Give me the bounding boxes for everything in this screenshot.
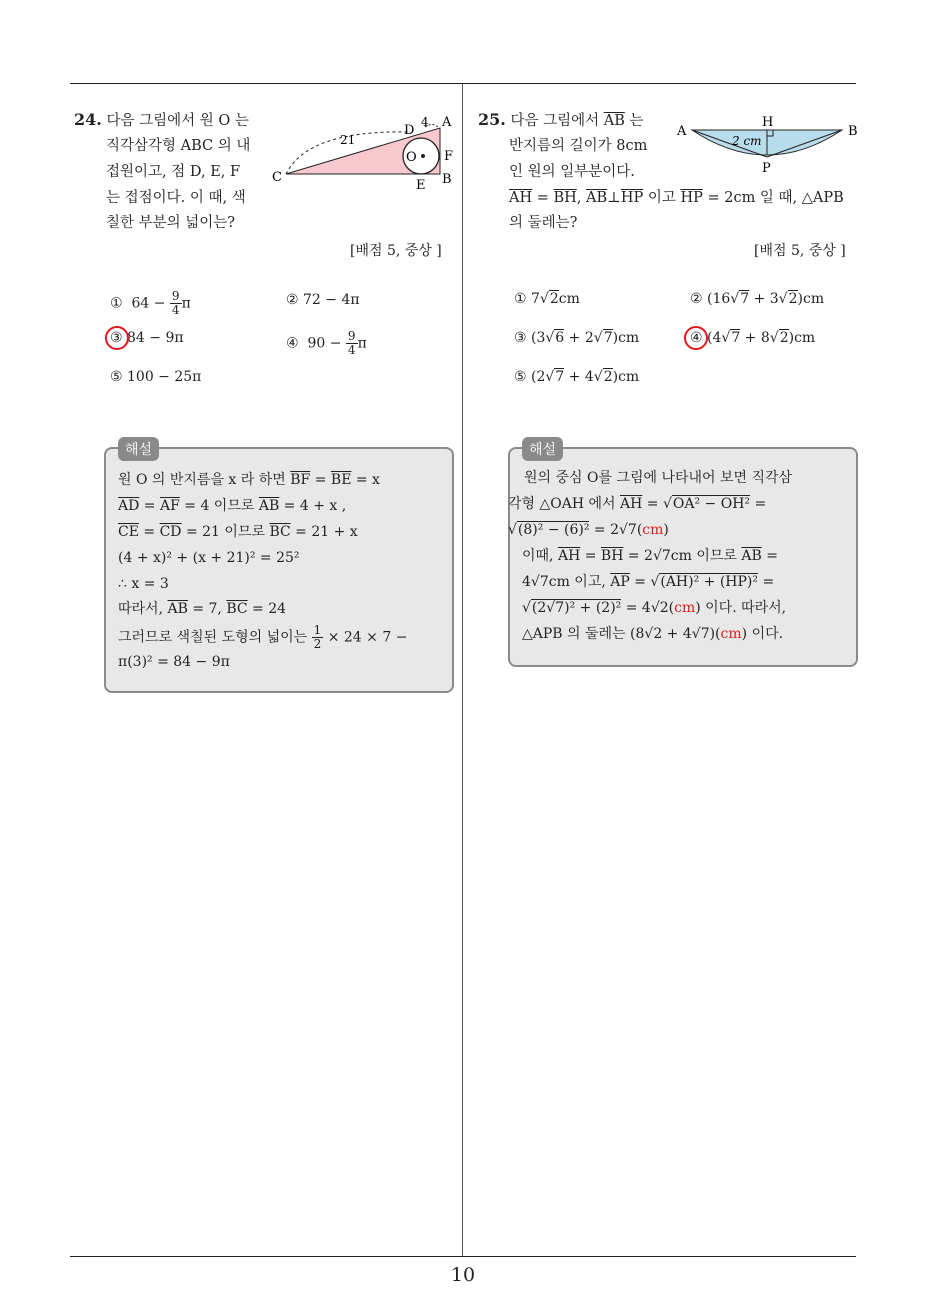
frac-1-2: $\frac{1}{2}$ [313,623,322,651]
q24-line-2: 직각삼각형 ABC 의 내 [106,138,251,154]
q24-sol-line-5: ∴ x = 3 [118,576,169,592]
column-divider [462,84,463,1256]
q25-sol-line-1: 원의 중심 O를 그림에 나타내어 보면 직각삼 [524,470,793,486]
q24-choice-3[interactable]: ③ 84 − 9π [110,330,184,346]
q24-number: 24. [74,110,102,129]
frac-9-4: $\frac{9}{4}$ [171,289,180,317]
q24-choice-1[interactable]: ① 64 − $\frac{9}{4}$ π [110,289,191,317]
q25-sol-line-3: √(8)² − (6)² = 2√7(cm) [508,522,669,538]
label-4: 4 [421,115,429,129]
q25-line-3: 인 원의 일부분이다. [509,164,635,180]
label-2cm: 2 cm [732,134,762,148]
label-o: O [406,150,417,165]
q24-choice-2[interactable]: ② 72 − 4π [286,292,360,308]
label-h: H [762,115,774,130]
label-d: D [404,123,415,138]
label-a: A [442,115,452,130]
q24-sol-line-3: $\overline{CE} = \overline{CD} = 21$ 이므로 $\overline{BC} = 21 + x$ [118,524,358,540]
q25-sol-line-2: 각형 △OAH 에서 $\overline{AH} = √OA^2 - OH^2$ = [508,496,767,512]
q25-answer-circle [684,326,708,350]
q25-line-2: 반지름의 길이가 8cm [509,138,648,154]
q24-choice-5[interactable]: ⑤ 100 − 25π [110,369,202,385]
q25-line-5: 의 둘레는? [509,215,578,231]
q24-line-3: 접원이고, 점 D, E, F [106,164,241,180]
q24-sol-line-4: (4 + x)² + (x + 21)² = 25² [118,550,300,566]
q25-sol-line-6: √(2√7)² + (2)² = 4√2(cm) 이다. 따라서, [522,600,787,616]
q24-sol-line-2: $\overline{AD} = \overline{AF} = 4$ 이므로 $\overline{AB} = 4 + x$ , [118,498,347,514]
q25-choice-2[interactable]: ② (16√7 + 3√2)cm [690,291,825,307]
label-f: F [444,149,454,164]
q25-choice-4[interactable]: ④ (4√7 + 8√2)cm [690,330,816,346]
label-c: C [272,170,282,185]
q25-score: [배점 5, 중상 ] [754,243,846,259]
q24-line-5: 칠한 부분의 넓이는? [106,215,236,231]
q24-sol-line-8: π(3)² = 84 − 9π [118,654,230,670]
q25-line-1: 25. 다음 그림에서 $\overline{AB}$ 는 [478,110,644,129]
q24-line-4: 는 접점이다. 이 때, 색 [106,190,246,206]
arc-ab: $\overline{AB}$ [603,113,625,129]
label-b: B [848,124,858,139]
q25-choice-5[interactable]: ⑤ (2√7 + 4√2)cm [514,369,640,385]
page-number: 10 [450,1264,476,1286]
q24-solution-tag: 해설 [118,437,159,461]
label-21: 21 [340,133,356,147]
q25-line-4: $\overline{AH} = \overline{BH}$, $\overline{AB}\perp\overline{HP}$ 이고 $\overline{HP} = 2cm$ 일 때, △APB [509,190,844,206]
q24-figure [268,110,463,195]
center-o-dot [421,154,425,158]
q24-choice-4[interactable]: ④ 90 − $\frac{9}{4}$ π [286,329,367,357]
q25-solution-tag: 해설 [522,437,563,461]
frac-9-4: $\frac{9}{4}$ [347,329,356,357]
q24-score: [배점 5, 중상 ] [350,243,442,259]
label-p: P [762,161,771,176]
q24-sol-line-7: 그러므로 색칠된 도형의 넓이는 $\frac{1}{2}$ × 24 × 7 − [118,623,408,651]
q24-line-1: 24. 다음 그림에서 원 O 는 [74,110,249,129]
q25-sol-line-5: 4√7cm 이고, $\overline{AP} = √(AH)^2 + (HP)^2$ = [522,574,775,590]
label-e: E [416,178,426,193]
q24-sol-line-1: 원 O 의 반지름을 x 라 하면 $\overline{BF} = \overline{BE} = x$ [118,472,380,488]
q24-answer-circle [105,326,129,350]
q25-sol-line-4: 이때, $\overline{AH} = \overline{BH} = 2√7cm$ 이므로 $\overline{AB}$ = [522,548,778,564]
q25-choice-3[interactable]: ③ (3√6 + 2√7)cm [514,330,640,346]
q25-figure [674,112,864,177]
label-a: A [677,124,687,139]
top-rule [70,83,856,84]
q25-choice-1[interactable]: ① 7√2cm [514,291,580,307]
q24-sol-line-6: 따라서, $\overline{AB} = 7$, $\overline{BC} = 24$ [118,601,287,617]
q25-sol-line-7: △APB 의 둘레는 (8√2 + 4√7)(cm) 이다. [522,626,784,642]
label-b: B [442,172,452,187]
q25-number: 25. [478,110,506,129]
bottom-rule [70,1256,856,1257]
